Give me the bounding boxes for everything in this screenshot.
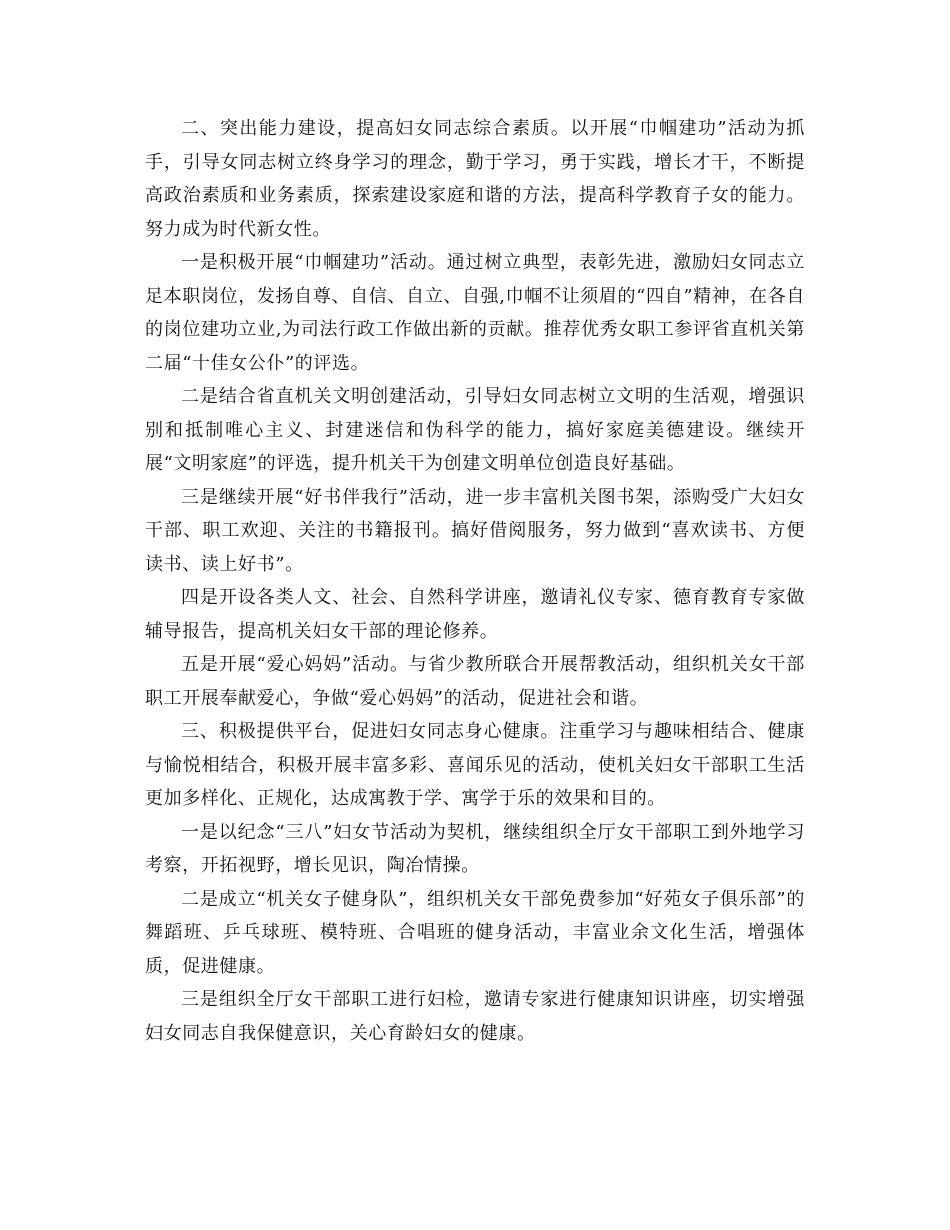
- paragraph-item-3: 三是继续开展“好书伴我行”活动，进一步丰富机关图书架，添购受广大妇女干部、职工欢迎、关注的书籍报刊。搞好借阅服务，努力做到“喜欢读书、方便读书、读上好书”。: [145, 486, 805, 575]
- paragraph-section-two-heading: 二、突出能力建设，提高妇女同志综合素质。以开展“巾帼建功”活动为抓手，引导女同志树立终身学习的理念，勤于学习，勇于实践，增长才干，不断提高政治素质和业务素质，探索建设家庭和谐的方法，提高科学教育子女的能力。努力成为时代新女性。: [145, 118, 805, 240]
- document-page: [145, 112, 805, 1050]
- paragraph-item-5: 五是开展“爱心妈妈”活动。与省少教所联合开展帮教活动，组织机关女干部职工开展奉献爱心，争做“爱心妈妈”的活动，促进社会和谐。: [145, 654, 805, 709]
- paragraph-item-4: 四是开设各类人文、社会、自然科学讲座，邀请礼仪专家、德育教育专家做辅导报告，提高机关妇女干部的理论修养。: [145, 587, 805, 642]
- paragraph-item-1-b: 一是以纪念“三八”妇女节活动为契机，继续组织全厅女干部职工到外地学习考察，开拓视野，增长见识，陶冶情操。: [145, 821, 805, 876]
- paragraph-item-2-b: 二是成立“机关女子健身队”，组织机关女干部免费参加“好苑女子俱乐部”的舞蹈班、乒乓球班、模特班、合唱班的健身活动，丰富业余文化生活，增强体质，促进健康。: [145, 888, 805, 977]
- paragraph-item-1: 一是积极开展“巾帼建功”活动。通过树立典型，表彰先进，激励妇女同志立足本职岗位，发扬自尊、自信、自立、自强,巾帼不让须眉的“四自”精神，在各自的岗位建功立业,为司法行政工作做出新的贡献。推荐优秀女职工参评省直机关第二届“十佳女公仆”的评选。: [145, 252, 805, 374]
- paragraph-item-2: 二是结合省直机关文明创建活动，引导妇女同志树立文明的生活观，增强识别和抵制唯心主义、封建迷信和伪科学的能力，搞好家庭美德建设。继续开展“文明家庭”的评选，提升机关干为创建文明单位创造良好基础。: [145, 386, 805, 474]
- paragraph-item-3-b: 三是组织全厅女干部职工进行妇检，邀请专家进行健康知识讲座，切实增强妇女同志自我保健意识，关心育龄妇女的健康。: [145, 989, 805, 1044]
- paragraph-section-three-heading: 三、积极提供平台，促进妇女同志身心健康。注重学习与趣味相结合、健康与愉悦相结合，积极开展丰富多彩、喜闻乐见的活动，使机关妇女干部职工生活更加多样化、正规化，达成寓教于学、寓学于乐的效果和目的。: [145, 721, 805, 809]
